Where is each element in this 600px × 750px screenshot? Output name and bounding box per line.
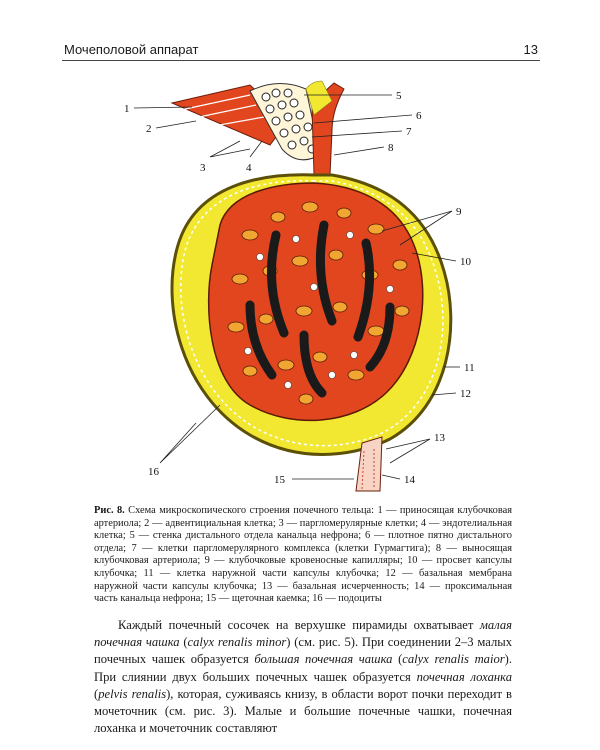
term-calyx-major: большая почечная чашка	[254, 652, 393, 667]
renal-corpuscle-illustration	[100, 75, 500, 495]
body-text-6: (	[94, 686, 99, 701]
figure-caption-text: Схема микроскопического строения почечного тельца: 1 — приносящая клубочковая артериола; 2 — адвентициальная клетка; 3 — паргломерулярные клетки; 4 — эндотелиальная клетка; 5 — стенка дистального отдела канальца нефрона; 6 — плотное пятно дистального отдела; 7 — клетки паргломерулярного комплекса (клетки Гурмагтига); 8 — выносящая клубочковая артериола; 9 — клубочковые кровеносные капилляры; 10 — просвет капсулы клубочка; 11 — клетка наружной части капсулы клубочка; 12 — базальная мембрана наружной части капсулы клубочка; 13 — базальная исчерченность; 14 — проксимальная часть канальца нефрона; 15 — щеточная каемка; 16 — подоциты	[94, 505, 513, 605]
figure-label-6: 6	[416, 110, 422, 122]
figure-caption	[94, 505, 512, 606]
running-header	[62, 40, 540, 61]
body-text-5: ). При слиянии двух больших почечных чашек образуется	[94, 652, 513, 684]
figure-label-8: 8	[388, 142, 394, 154]
figure-caption-label: Рис. 8.	[94, 505, 125, 516]
figure-label-11: 11	[464, 362, 475, 374]
figure-label-1: 1	[124, 103, 130, 115]
latin-calyx-major: calyx renalis maior	[402, 652, 505, 667]
figure-label-10: 10	[460, 256, 471, 268]
figure-label-5: 5	[396, 90, 402, 102]
figure-label-2: 2	[146, 123, 152, 135]
body-paragraph	[94, 617, 512, 737]
term-calyx-minor: малая почечная чашка	[94, 618, 512, 650]
figure-label-15: 15	[274, 474, 285, 486]
figure-label-7: 7	[406, 126, 412, 138]
body-text-4: (	[392, 652, 403, 667]
latin-pelvis: pelvis renalis	[98, 686, 167, 701]
chapter-title: Мочеполовой аппарат	[64, 42, 199, 57]
figure-label-16: 16	[148, 466, 159, 478]
figure-label-9: 9	[456, 206, 462, 218]
body-text-7: ), которая, суживаясь книзу, в области ворот почки переходит в мочеточник (см. рис. 3). Малые и большие почечные чашки, почечная лоханка и мочеточник составляют	[94, 686, 512, 736]
body-text-1: Каждый почечный сосочек на верхушке пирамиды охватывает	[118, 618, 480, 632]
body-text-3: ) (см. рис. 5). При соединении 2–3 малых почечных чашек образуется	[94, 635, 512, 667]
body-text-2: (	[179, 635, 188, 650]
page-number: 13	[523, 42, 538, 57]
glomerular-capillaries	[209, 183, 423, 420]
figure-label-3: 3	[200, 162, 206, 174]
figure-label-13: 13	[434, 432, 445, 444]
figure-label-4: 4	[246, 162, 252, 174]
latin-calyx-minor: calyx renalis minor	[187, 635, 287, 650]
term-pelvis: почечная лоханка	[416, 669, 512, 684]
figure-label-14: 14	[404, 474, 415, 486]
figure-label-12: 12	[460, 388, 471, 400]
